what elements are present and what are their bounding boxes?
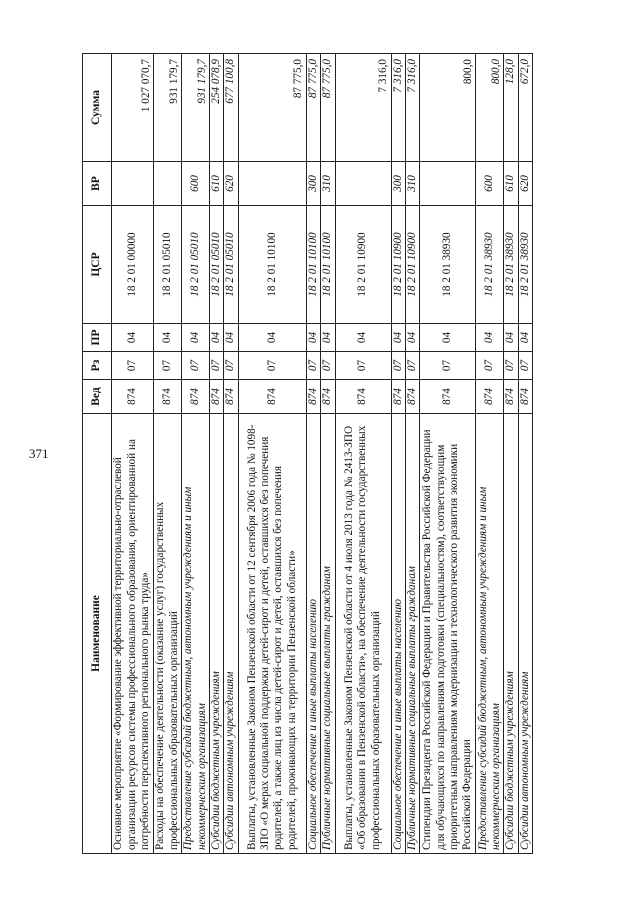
table-body [112,54,533,854]
pr-cell: 04 [306,324,320,352]
csr-cell: 18 2 01 05010 [154,206,182,324]
sum-cell: 87 775,0 [238,54,306,162]
pr-cell: 04 [182,324,210,352]
table-row [391,54,405,854]
ved-cell: 874 [224,380,238,414]
rz-cell: 07 [406,352,420,380]
csr-cell: 18 2 01 05010 [210,206,224,324]
header-vr: ВР [83,162,112,206]
csr-cell: 18 2 01 10100 [238,206,306,324]
name-cell: Стипендии Президента Российской Федерации и Правительства Российской Федерации для обучающихся по направлениям подготовки (специальностям), соответствующим приоритетным направлениям модернизации и технологического развития экономики Российской Федерации [420,414,476,854]
ved-cell: 874 [321,380,335,414]
vr-cell [335,162,391,206]
ved-cell: 874 [182,380,210,414]
ved-cell: 874 [476,380,504,414]
ved-cell: 874 [154,380,182,414]
pr-cell: 04 [112,324,154,352]
name-cell: Выплаты, установленные Законом Пензенской области от 4 июля 2013 года № 2413-ЗПО «Об образовании в Пензенской области», на обеспечение деятельности государственных профессиональных образовательных организаций [335,414,391,854]
sum-cell: 800,0 [420,54,476,162]
sum-cell: 800,0 [476,54,504,162]
vr-cell: 600 [476,162,504,206]
table-row [182,54,210,854]
ved-cell: 874 [306,380,320,414]
csr-cell: 18 2 01 38930 [504,206,518,324]
vr-cell [154,162,182,206]
rz-cell: 07 [518,352,532,380]
header-csr: ЦСР [83,206,112,324]
table-row [306,54,320,854]
name-cell: Предоставление субсидий бюджетным, автономным учреждениям и иным некоммерческим организациям [182,414,210,854]
csr-cell: 18 2 01 38930 [518,206,532,324]
pr-cell: 04 [406,324,420,352]
name-cell: Выплаты, установленные Законом Пензенской области от 12 сентября 2006 года № 1098-ЗПО «О мерах социальной поддержки детей-сирот и детей, оставшихся без попечения родителей, а также лиц из числа детей-сирот и детей, оставшихся без попечения родителей, проживающих на территории Пензенской области» [238,414,306,854]
rz-cell: 07 [391,352,405,380]
sum-cell: 87 775,0 [306,54,320,162]
table-row [224,54,238,854]
rz-cell: 07 [182,352,210,380]
vr-cell: 600 [182,162,210,206]
pr-cell: 04 [321,324,335,352]
sum-cell: 931 179,7 [182,54,210,162]
pr-cell: 04 [335,324,391,352]
csr-cell: 18 2 01 10100 [321,206,335,324]
ved-cell: 874 [112,380,154,414]
rz-cell: 07 [420,352,476,380]
sum-cell: 128,0 [504,54,518,162]
rz-cell: 07 [112,352,154,380]
pr-cell: 04 [210,324,224,352]
rz-cell: 07 [504,352,518,380]
table-row [335,54,391,854]
csr-cell: 18 2 01 05010 [224,206,238,324]
table-row [112,54,154,854]
table-row [518,54,532,854]
budget-table [82,53,533,854]
csr-cell: 18 2 01 38930 [420,206,476,324]
csr-cell: 18 2 01 05010 [182,206,210,324]
sum-cell: 1 027 070,7 [112,54,154,162]
pr-cell: 04 [238,324,306,352]
table-row [321,54,335,854]
pr-cell: 04 [154,324,182,352]
rz-cell: 07 [224,352,238,380]
table-row [406,54,420,854]
pr-cell: 04 [476,324,504,352]
vr-cell: 310 [321,162,335,206]
csr-cell: 18 2 01 00000 [112,206,154,324]
table-row [154,54,182,854]
vr-cell [238,162,306,206]
vr-cell: 620 [518,162,532,206]
vr-cell: 310 [406,162,420,206]
header-sum: Сумма [83,54,112,162]
rz-cell: 07 [306,352,320,380]
rz-cell: 07 [154,352,182,380]
sum-cell: 7 316,0 [335,54,391,162]
sum-cell: 254 078,9 [210,54,224,162]
rz-cell: 07 [238,352,306,380]
name-cell: Публичные нормативные социальные выплаты гражданам [406,414,420,854]
sum-cell: 87 775,0 [321,54,335,162]
rz-cell: 07 [321,352,335,380]
sum-cell: 677 100,8 [224,54,238,162]
ved-cell: 874 [210,380,224,414]
vr-cell: 620 [224,162,238,206]
header-rz: Рз [83,352,112,380]
table-row [238,54,306,854]
header-ved: Вед [83,380,112,414]
table-row [420,54,476,854]
header-name: Наименование [83,414,112,854]
ved-cell: 874 [391,380,405,414]
name-cell: Расходы на обеспечение деятельности (оказание услуг) государственных профессиональных образовательных организаций [154,414,182,854]
name-cell: Субсидии автономным учреждениям [518,414,532,854]
rz-cell: 07 [476,352,504,380]
pr-cell: 04 [224,324,238,352]
name-cell: Основное мероприятие «Формирование эффективной территориально-отраслевой организации ресурсов системы профессионального образования, ориентированной на потребности перспективного регионального рынка труда» [112,414,154,854]
csr-cell: 18 2 01 38930 [476,206,504,324]
ved-cell: 874 [406,380,420,414]
csr-cell: 18 2 01 10900 [406,206,420,324]
vr-cell: 300 [391,162,405,206]
table-row [210,54,224,854]
pr-cell: 04 [518,324,532,352]
ved-cell: 874 [420,380,476,414]
page-number: 371 [29,446,49,461]
name-cell: Социальное обеспечение и иные выплаты населению [306,414,320,854]
pr-cell: 04 [504,324,518,352]
rz-cell: 07 [210,352,224,380]
rotated-table-container [82,54,554,854]
ved-cell: 874 [504,380,518,414]
csr-cell: 18 2 01 10100 [306,206,320,324]
ved-cell: 874 [518,380,532,414]
csr-cell: 18 2 01 10900 [335,206,391,324]
sum-cell: 7 316,0 [391,54,405,162]
ved-cell: 874 [335,380,391,414]
name-cell: Социальное обеспечение и иные выплаты населению [391,414,405,854]
vr-cell: 300 [306,162,320,206]
vr-cell: 610 [504,162,518,206]
table-row [504,54,518,854]
name-cell: Субсидии бюджетным учреждениям [210,414,224,854]
ved-cell: 874 [238,380,306,414]
name-cell: Субсидии бюджетным учреждениям [504,414,518,854]
csr-cell: 18 2 01 10900 [391,206,405,324]
pr-cell: 04 [420,324,476,352]
name-cell: Публичные нормативные социальные выплаты гражданам [321,414,335,854]
name-cell: Предоставление субсидий бюджетным, автономным учреждениям и иным некоммерческим организациям [476,414,504,854]
sum-cell: 931 179,7 [154,54,182,162]
vr-cell [112,162,154,206]
rz-cell: 07 [335,352,391,380]
pr-cell: 04 [391,324,405,352]
header-pr: ПР [83,324,112,352]
table-row [476,54,504,854]
vr-cell: 610 [210,162,224,206]
vr-cell [420,162,476,206]
sum-cell: 672,0 [518,54,532,162]
name-cell: Субсидии автономным учреждениям [224,414,238,854]
sum-cell: 7 316,0 [406,54,420,162]
table-header-row [83,54,112,854]
